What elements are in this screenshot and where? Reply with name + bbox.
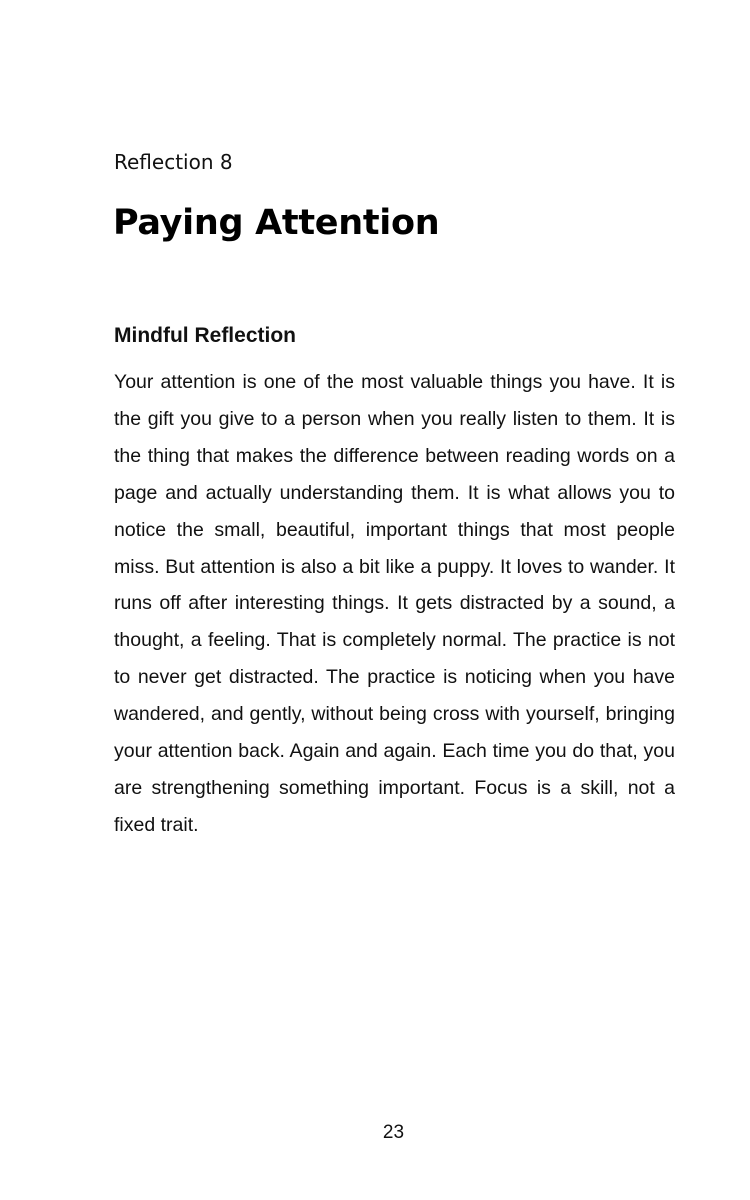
reflection-number: Reflection 8	[114, 150, 233, 174]
page-title: Paying Attention	[113, 203, 440, 243]
page-number: 23	[382, 1122, 405, 1143]
body-paragraph: Your attention is one of the most valuable things you have. It is the gift you give to a person when you really listen to them. It is the thing that makes the difference between reading words on a page and actually understanding them. It is what allows you to notice the small, beautiful, important things that most people miss. But attention is also a bit like a puppy. It loves to wander. It runs off after interesting things. It gets distracted by a sound, a thought, a feeling. That is completely normal. The practice is not to never get distracted. The practice is noticing when you have wandered, and gently, without being cross with yourself, bringing your attention back. Again and again. Each time you do that, you are strengthening something important. Focus is a skill, not a fixed trait.	[114, 371, 675, 836]
section-heading: Mindful Reflection	[114, 324, 296, 347]
